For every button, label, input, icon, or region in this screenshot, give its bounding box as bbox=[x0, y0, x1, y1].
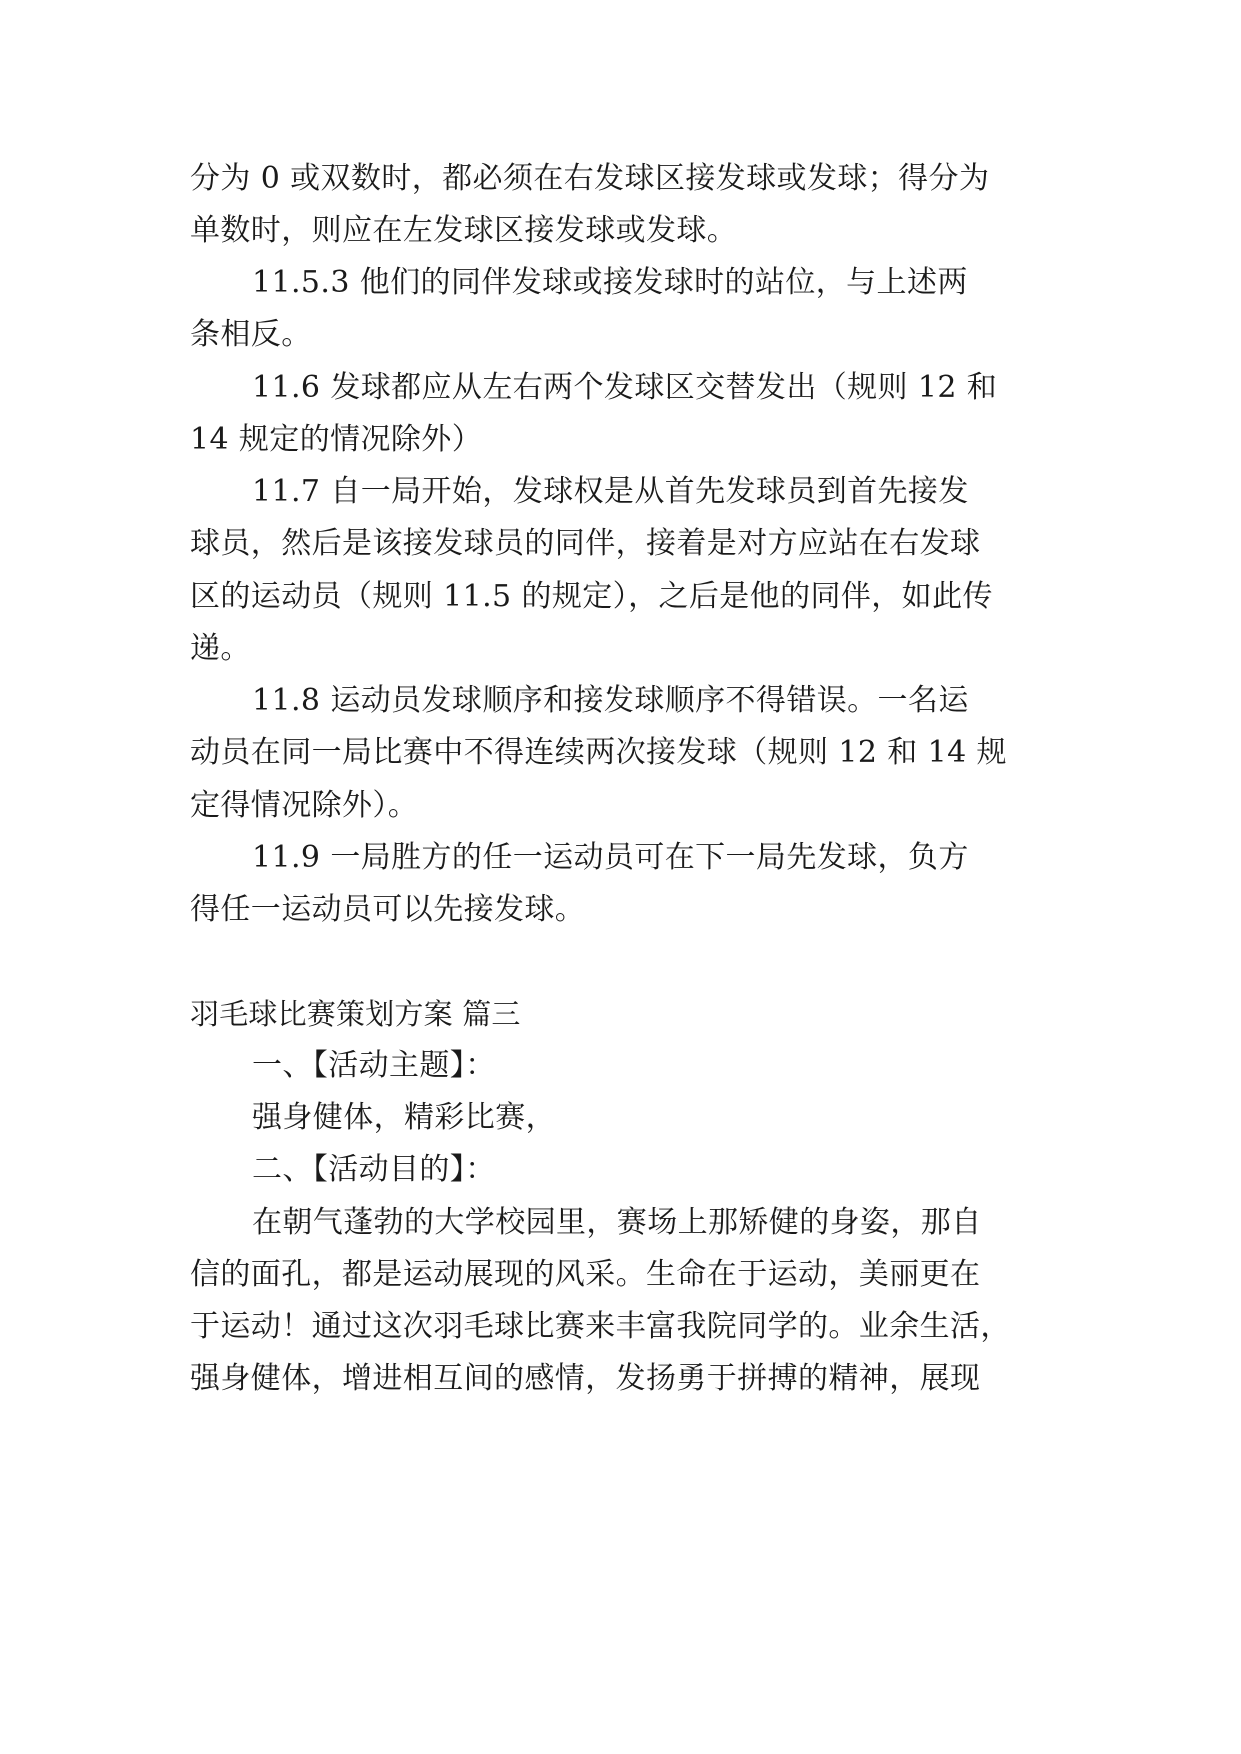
subheading-theme: 一、【活动主题】： bbox=[252, 1048, 496, 1083]
paragraph-line: 信的面孔，都是运动展现的风采。生命在于运动，美丽更在 bbox=[190, 1257, 981, 1292]
paragraph-line: 在朝气蓬勃的大学校园里，赛场上那矫健的身姿，那自 bbox=[252, 1205, 982, 1240]
paragraph-line: 递。 bbox=[190, 631, 251, 666]
paragraph-line: 14 规定的情况除外） bbox=[190, 422, 483, 457]
paragraph-line: 11.8 运动员发球顺序和接发球顺序不得错误。一名运 bbox=[252, 683, 969, 718]
paragraph-line: 11.9 一局胜方的任一运动员可在下一局先发球，负方 bbox=[252, 840, 969, 875]
paragraph-line: 球员，然后是该接发球员的同伴，接着是对方应站在右发球 bbox=[190, 526, 981, 561]
paragraph-line: 单数时，则应在左发球区接发球或发球。 bbox=[190, 213, 738, 248]
paragraph-line: 定得情况除外）。 bbox=[190, 788, 419, 823]
paragraph-line: 条相反。 bbox=[190, 317, 312, 352]
paragraph-line: 得任一运动员可以先接发球。 bbox=[190, 892, 586, 927]
section-heading: 羽毛球比赛策划方案 篇三 bbox=[190, 997, 521, 1031]
paragraph-line: 强身健体，增进相互间的感情，发扬勇于拼搏的精神，展现 bbox=[190, 1361, 981, 1396]
paragraph-line: 于运动！通过这次羽毛球比赛来丰富我院同学的。业余生活， bbox=[190, 1309, 1011, 1344]
paragraph-line: 分为 0 或双数时，都必须在右发球区接发球或发球；得分为 bbox=[190, 161, 990, 196]
paragraph-line: 11.7 自一局开始，发球权是从首先发球员到首先接发 bbox=[252, 474, 969, 509]
subheading-purpose: 二、【活动目的】： bbox=[252, 1152, 496, 1187]
paragraph-line: 强身健体，精彩比赛， bbox=[252, 1100, 556, 1135]
paragraph-line: 区的运动员（规则 11.5 的规定），之后是他的同伴，如此传 bbox=[190, 579, 993, 614]
paragraph-line: 11.6 发球都应从左右两个发球区交替发出（规则 12 和 bbox=[252, 370, 998, 405]
paragraph-line: 动员在同一局比赛中不得连续两次接发球（规则 12 和 14 规 bbox=[190, 735, 1007, 770]
paragraph-line: 11.5.3 他们的同伴发球或接发球时的站位，与上述两 bbox=[252, 265, 968, 300]
